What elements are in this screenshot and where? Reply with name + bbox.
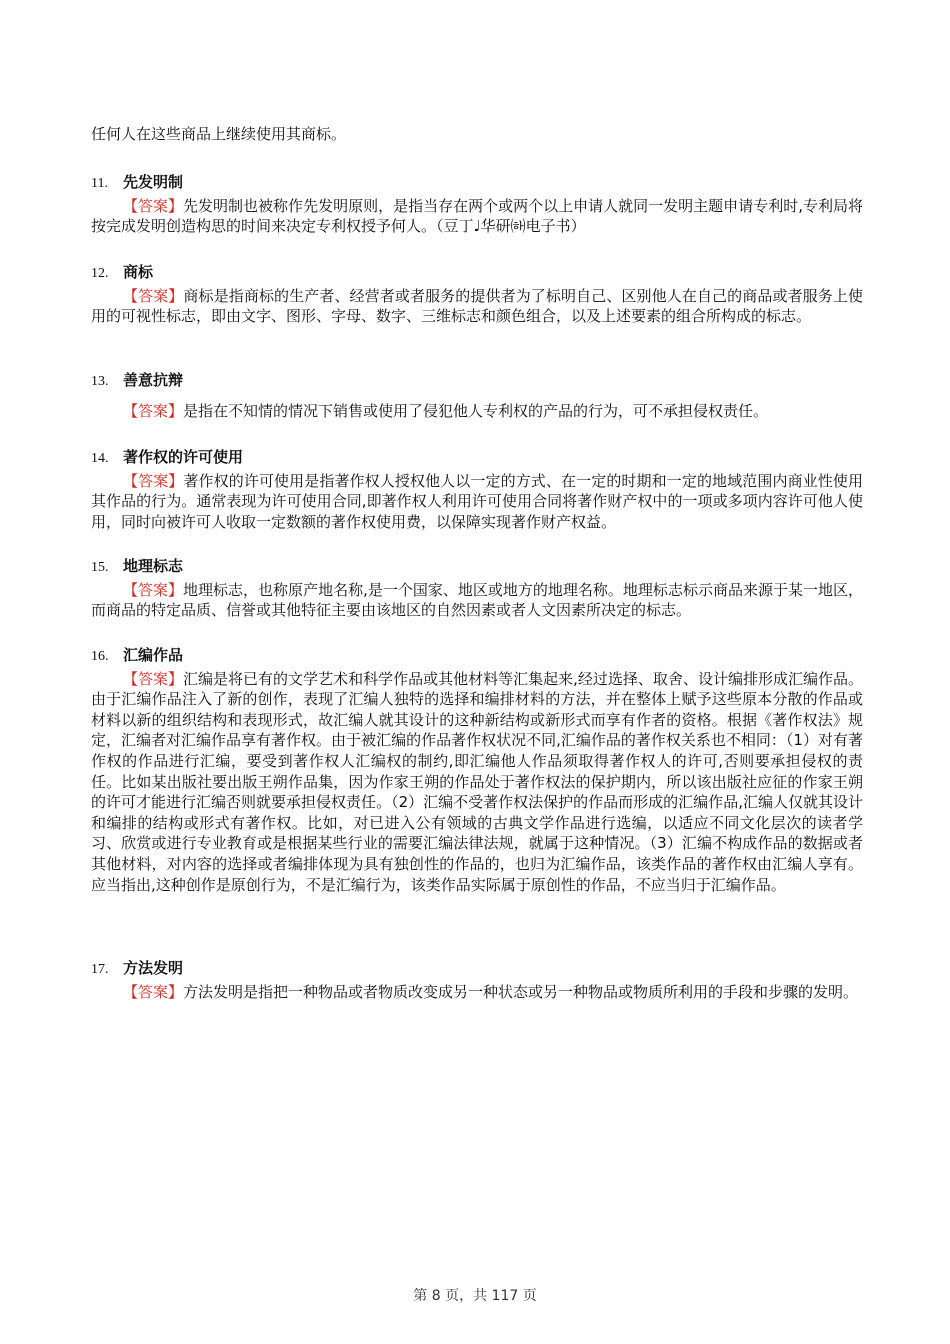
lead-paragraph: 任何人在这些商品上继续使用其商标。 (91, 125, 347, 143)
entry-term: 地理标志 (123, 557, 184, 575)
answer-tag: 【答案】 (123, 401, 184, 420)
entry-answer (91, 669, 863, 896)
answer-tag: 【答案】 (123, 196, 184, 215)
answer-body: 是指在不知情的情况下销售或使用了侵犯他人专利权的产品的行为，可不承担侵权责任。 (183, 401, 769, 420)
entry-13 (91, 370, 863, 421)
entry-term: 善意抗辩 (123, 371, 184, 389)
answer-body: 汇编是将已有的文学艺术和科学作品或其他材料等汇集起来,经过选择、取舍、设计编排形成汇编作品。由于汇编作品注入了新的创作，表现了汇编人独特的选择和编排材料的方法，并在整体上赋予这些原本分散的作品或材料以新的组织结构和表现形式，故汇编人就其设计的这种新结构或新形式而享有作者的资格。根据《著作权法》规定，汇编者对汇编作品享有著作权。由于被汇编的作品著作权状况不同,汇编作品的著作权关系也不相同：（1）对有著作权的作品进行汇编，要受到著作权人汇编权的制约,即汇编他人作品须取得著作权人的许可,否则要承担侵权的责任。比如某出版社要出版王朔作品集，因为作家王朔的作品处于著作权法的保护期内，所以该出版社应征的作家王朔的许可才能进行汇编否则就要承担侵权责任。（2）汇编不受著作权法保护的作品而形成的汇编作品,汇编人仅就其设计和编排的结构或形式有著作权。比如，对已进入公有领域的古典文学作品进行选编，以适应不同文化层次的读者学习、欣赏或进行专业教育或是根据某些行业的需要汇编法律法规，就属于这种情况。（3）汇编不构成作品的数据或者其他材料，对内容的选择或者编排体现为具有独创性的作品的，也归为汇编作品，该类作品的著作权由汇编人享有。应当指出,这种创作是原创行为，不是汇编行为，该类作品实际属于原创性的作品，不应当归于汇编作品。 (91, 669, 863, 894)
entry-heading (91, 958, 863, 981)
entry-heading (91, 262, 863, 285)
answer-tag: 【答案】 (123, 669, 184, 688)
answer-tag: 【答案】 (123, 286, 184, 305)
entry-14 (91, 447, 863, 532)
answer-body: 方法发明是指把一种物品或者物质改变成另一种状态或另一种物品或物质所利用的手段和步骤的发明。 (183, 982, 859, 1001)
entry-number: 14. (91, 451, 109, 466)
entry-17 (91, 958, 863, 1002)
entry-answer (91, 196, 863, 237)
answer-body: 著作权的许可使用是指著作权人授权他人以一定的方式、在一定的时期和一定的地域范围内商业性使用其作品的行为。通常表现为许可使用合同,即著作权人利用许可使用合同将著作财产权中的一项或多项内容许可他人使用，同时向被许可人收取一定数额的著作权使用费，以保障实现著作财产权益。 (91, 471, 863, 531)
entry-number: 17. (91, 962, 109, 977)
answer-tag: 【答案】 (123, 580, 184, 599)
document-page (91, 0, 863, 1344)
entry-number: 15. (91, 560, 109, 575)
entry-heading (91, 172, 863, 195)
entry-heading (91, 556, 863, 579)
entry-term: 汇编作品 (123, 646, 184, 664)
entry-answer (91, 580, 863, 621)
entry-heading (91, 370, 863, 393)
entry-answer (91, 401, 863, 422)
entry-answer (91, 471, 863, 533)
entry-number: 12. (91, 266, 109, 281)
entry-number: 16. (91, 649, 109, 664)
entry-term: 著作权的许可使用 (123, 448, 244, 466)
answer-body: 商标是指商标的生产者、经营者或者服务的提供者为了标明自己、区别他人在自己的商品或者服务上使用的可视性标志，即由文字、图形、字母、数字、三维标志和颜色组合，以及上述要素的组合所构成的标志。 (91, 286, 863, 326)
entry-number: 13. (91, 374, 109, 389)
entry-11 (91, 172, 863, 237)
entry-number: 11. (91, 176, 108, 191)
entry-12 (91, 262, 863, 327)
entry-term: 商标 (123, 263, 154, 281)
entry-16 (91, 645, 863, 895)
page-footer: 第 8 页，共 117 页 (413, 1288, 537, 1304)
answer-tag: 【答案】 (123, 471, 184, 490)
answer-body: 地理标志，也称原产地名称,是一个国家、地区或地方的地理名称。地理标志标示商品来源于某一地区，而商品的特定品质、信誉或其他特征主要由该地区的自然因素或者人文因素所决定的标志。 (91, 580, 863, 620)
entry-answer (91, 286, 863, 327)
entry-15 (91, 556, 863, 621)
entry-heading (91, 447, 863, 470)
entry-heading (91, 645, 863, 668)
entry-term: 方法发明 (123, 959, 184, 977)
entry-term: 先发明制 (123, 173, 184, 191)
answer-body: 先发明制也被称作先发明原则，是指当存在两个或两个以上申请人就同一发明主题申请专利时,专利局将按完成发明创造构思的时间来决定专利权授予何人。（豆丁♩华研㈛电子书） (91, 196, 863, 236)
entry-answer (91, 982, 863, 1003)
answer-tag: 【答案】 (123, 982, 184, 1001)
